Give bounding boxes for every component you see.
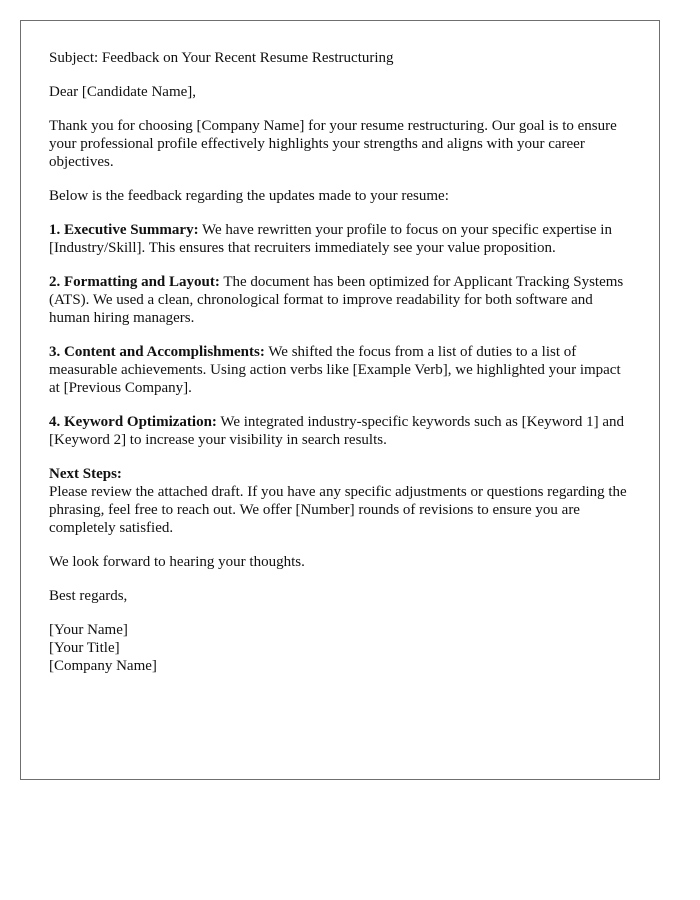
feedback-intro: Below is the feedback regarding the updates made to your resume: [49,188,449,204]
next-steps-title: Next Steps: [49,466,122,482]
letter-page [20,20,660,780]
next-steps-section [49,465,631,537]
feedback-section-text: The document has been optimized for Applicant Tracking Systems (ATS). We used a clean, chronological format to improve readability for both software and human hiring managers. [49,274,624,326]
signature-company: [Company Name] [49,658,157,674]
closing-line: We look forward to hearing your thoughts. [49,554,305,570]
signature-name: [Your Name] [49,622,128,638]
next-steps-text: Please review the attached draft. If you have any specific adjustments or questions regarding the phrasing, feel free to reach out. We offer [Number] rounds of revisions to ensure you are completely satisfied. [49,484,627,536]
signoff: Best regards, [49,588,128,604]
signature-block [49,621,631,675]
signature-title: [Your Title] [49,640,120,656]
feedback-section-title: 2. Formatting and Layout: [49,274,220,290]
feedback-section-title: 1. Executive Summary: [49,222,199,238]
feedback-section-text: We integrated industry-specific keywords such as [Keyword 1] and [Keyword 2] to increase your visibility in search results. [49,414,625,448]
feedback-section-title: 3. Content and Accomplishments: [49,344,265,360]
feedback-section-formatting-layout [49,273,631,327]
feedback-section-title: 4. Keyword Optimization: [49,414,217,430]
feedback-section-text: We shifted the focus from a list of duties to a list of measurable achievements. Using action verbs like [Example Verb], we highlighted your impact at [Previous Company]. [49,344,621,396]
feedback-section-executive-summary [49,221,631,257]
feedback-section-keyword-optimization [49,413,631,449]
feedback-section-text: We have rewritten your profile to focus on your specific expertise in [Industry/Skill]. This ensures that recruiters immediately see your value proposition. [49,222,612,256]
intro-paragraph: Thank you for choosing [Company Name] for your resume restructuring. Our goal is to ensure your professional profile effectively highlights your strengths and aligns with your career objectives. [49,118,617,170]
subject-line: Subject: Feedback on Your Recent Resume Restructuring [49,50,394,66]
greeting: Dear [Candidate Name], [49,84,197,100]
feedback-section-content-accomplishments [49,343,631,397]
